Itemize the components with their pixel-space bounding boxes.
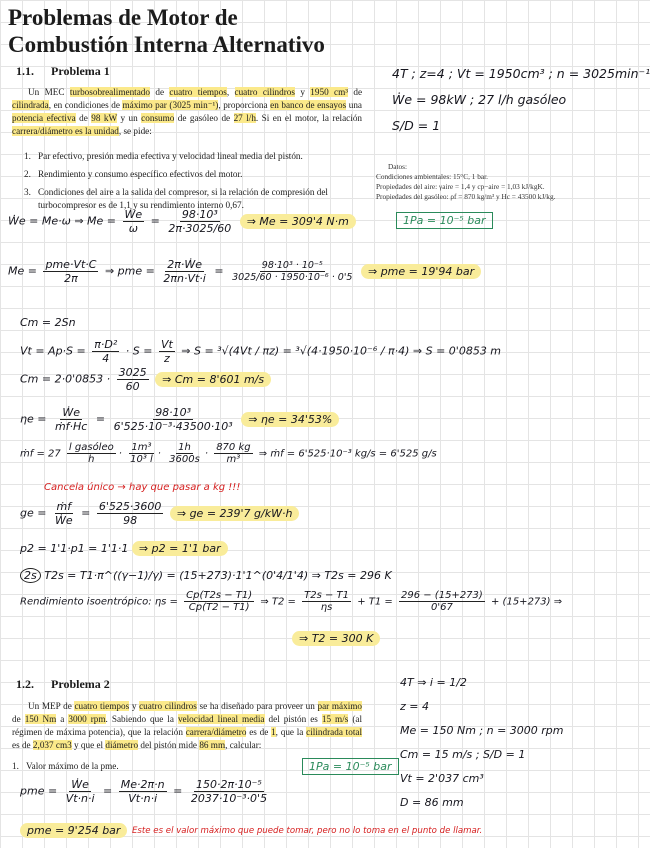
- text-run: y: [129, 701, 140, 711]
- list-text: Rendimiento y consumo específico efectivos del motor.: [38, 169, 243, 179]
- work-line-pme-max: [20, 778, 272, 805]
- expr: =: [103, 784, 113, 798]
- work-line-pme-result: [20, 824, 127, 837]
- data-line: Propiedades del aire: γaire = 1,4 y cp−aire = 1,03 kJ/kgK.: [376, 182, 545, 191]
- denominator: Vt·n·i: [65, 792, 95, 805]
- expr: pme =: [20, 784, 58, 798]
- highlight-run: potencia efectiva: [12, 113, 76, 123]
- text-run: del pistón es: [264, 714, 322, 724]
- side-note: Me = 150 Nm ; n = 3000 rpm: [400, 724, 564, 737]
- text-run: de: [348, 87, 363, 97]
- list-text: Valor máximo de la pme.: [26, 761, 119, 771]
- side-note: Vt = 2'037 cm³: [400, 772, 484, 785]
- highlight-run: velocidad lineal media: [177, 714, 265, 724]
- fraction: [128, 442, 155, 465]
- highlight-run: carrera/diámetro: [185, 727, 247, 737]
- numerator: 296 − (15+273): [400, 590, 483, 601]
- list-text: Condiciones del aire a la salida del compresor, si la relación de compresión del turbocompresor es de 1,1 y su rendimiento interno 0,67.: [38, 187, 328, 210]
- list-number: 3.: [24, 187, 31, 197]
- text-run: , calcular:: [225, 740, 262, 750]
- text-run: , que la: [275, 727, 307, 737]
- numerator: ṁf: [56, 500, 72, 513]
- numerator: 2π·Ẇe: [167, 258, 202, 271]
- text-run: y un: [117, 113, 142, 123]
- side-note: Ẇe = 98kW ; 27 l/h gasóleo: [392, 92, 567, 107]
- result-highlight: pme = 9'254 bar: [20, 823, 127, 838]
- result-highlight: ⇒ Cm = 8'601 m/s: [155, 372, 271, 387]
- denominator: 2π·3025/60: [168, 222, 232, 235]
- numerator: 870 kg: [216, 442, 251, 453]
- list-item: [12, 760, 312, 773]
- expr: T2s = T1·π^((γ−1)/γ) = (15+273)·1'1^(0'4/1'4): [44, 569, 309, 582]
- problem1-heading: [16, 64, 110, 79]
- numerator: l gasóleo: [68, 442, 114, 453]
- highlight-run: en banco de ensayos: [270, 100, 347, 110]
- unit-conversion-box: 1Pa = 10⁻⁵ bar: [396, 212, 493, 229]
- fraction: [189, 778, 269, 805]
- text-run: a: [56, 714, 69, 724]
- numerator: Ẇe: [124, 208, 143, 221]
- numerator: Vt: [160, 338, 173, 351]
- text-run: de: [12, 714, 25, 724]
- text-run: . Si en el motor, la relación: [255, 113, 363, 123]
- highlight-run: 2,037 cm3: [32, 740, 72, 750]
- unit-conversion-box: 1Pa = 10⁻⁵ bar: [302, 758, 399, 775]
- fraction: [117, 366, 149, 393]
- side-note: D = 86 mm: [400, 796, 464, 809]
- fraction: [43, 258, 98, 285]
- expr: Vt = Ap·S =: [20, 344, 86, 358]
- denominator: z: [163, 352, 170, 365]
- side-note: 4T ⇒ i = 1/2: [400, 676, 467, 689]
- expr: Me =: [8, 264, 37, 278]
- numerator: 98·10³: [181, 208, 218, 221]
- denominator: h: [88, 454, 95, 465]
- data-line: Condiciones ambientales: 15°C, 1 bar.: [376, 172, 488, 181]
- result-highlight: ⇒ T2 = 300 K: [292, 631, 380, 646]
- numerator: T2s − T1: [304, 590, 350, 601]
- fraction: [92, 338, 119, 365]
- red-annotation: Cancela único → hay que pasar a kg !!!: [44, 482, 241, 493]
- problem2-heading-number: 1.2.: [16, 677, 34, 691]
- fraction: [399, 590, 485, 613]
- problem2-heading: [16, 677, 110, 692]
- work-line-t2s: [20, 568, 392, 583]
- text-run: y que el: [71, 740, 106, 750]
- highlight-run: cuatro cilindros: [139, 701, 197, 711]
- expr: ṁf = 27: [20, 448, 61, 460]
- expr: ⇒ T2 =: [260, 596, 296, 608]
- text-run: , en condiciones de: [48, 100, 123, 110]
- expr: + (15+273) ⇒: [491, 596, 563, 608]
- fraction: [167, 442, 202, 465]
- problem2-heading-text: Problema 2: [51, 677, 110, 691]
- expr: p2 = 1'1·p1 = 1'1·1: [20, 542, 129, 555]
- highlight-run: 150 Nm: [24, 714, 57, 724]
- highlight-run: consumo: [141, 113, 175, 123]
- result: ⇒ S = 0'0853 m: [412, 344, 502, 358]
- highlight-run: máximo par (3025 min⁻¹): [122, 100, 219, 110]
- denominator: Cp(T2 − T1): [188, 602, 250, 613]
- fraction: [161, 258, 207, 285]
- highlight-run: 27 l/h: [233, 113, 256, 123]
- problem2-question-list: [12, 760, 312, 773]
- work-line-pme: [8, 258, 481, 285]
- result-highlight: ⇒ ge = 239'7 g/kW·h: [170, 506, 300, 521]
- text-run: del pistón mide: [138, 740, 200, 750]
- fraction: [302, 590, 351, 613]
- denominator: 98: [123, 514, 138, 527]
- numerator: 1h: [178, 442, 191, 453]
- highlight-run: 15 m/s: [321, 714, 349, 724]
- result: ⇒ ṁf = 6'525·10⁻³ kg/s = 6'525 g/s: [258, 448, 437, 460]
- numerator: 3025: [118, 366, 147, 379]
- list-item: [24, 168, 364, 181]
- numerator: Me·2π·n: [120, 778, 165, 791]
- denominator: 2037·10⁻³·0'5: [190, 792, 268, 805]
- side-note: S/D = 1: [392, 118, 441, 133]
- work-line-specific-consumption: [20, 500, 299, 527]
- result: ⇒ T2s = 296 K: [311, 569, 392, 582]
- work-line-t2-result: [292, 632, 380, 645]
- numerator: π·D²: [94, 338, 118, 351]
- fraction: [230, 260, 354, 283]
- fraction: [214, 442, 252, 465]
- numerator: Ẇe: [62, 406, 80, 419]
- side-note: Cm = 15 m/s ; S/D = 1: [400, 748, 526, 761]
- text-run: se ha diseñado para proveer un: [196, 701, 318, 711]
- highlight-run: carrera/diámetro es la unidad: [12, 126, 119, 136]
- result-highlight: ⇒ ηe = 34'53%: [241, 412, 339, 427]
- expr: ⇒ pme =: [104, 264, 155, 278]
- highlight-run: cuatro tiempos: [169, 87, 227, 97]
- expr: =: [150, 214, 160, 228]
- text-run: es de: [246, 727, 272, 737]
- title-line-1: Problemas de Motor de: [8, 5, 238, 30]
- title-line-2: Combustión Interna Alternativo: [8, 32, 325, 57]
- data-line: Propiedades del gasóleo: ρf = 870 kg/m³ y Hc = 43500 kJ/kg.: [376, 192, 556, 201]
- problem1-heading-number: 1.1.: [16, 64, 34, 78]
- fraction: [119, 778, 167, 805]
- problem1-statement: [12, 86, 362, 138]
- text-run: (al régimen de máxima potencia), que la relación: [12, 714, 363, 737]
- denominator: 2πn·Vt·i: [163, 272, 206, 285]
- problem2-statement: [12, 700, 362, 752]
- denominator: ω: [128, 222, 138, 235]
- result-highlight: ⇒ p2 = 1'1 bar: [132, 541, 228, 556]
- expr: ⇒ S =: [181, 344, 214, 358]
- list-text: Par efectivo, presión media efectiva y velocidad lineal media del pistón.: [38, 151, 303, 161]
- fraction: [123, 208, 145, 235]
- fraction: [159, 338, 175, 365]
- denominator: 2π: [64, 272, 78, 285]
- denominator: 0'67: [430, 602, 453, 613]
- list-item: [24, 150, 364, 163]
- work-line-efficiency: [20, 406, 339, 433]
- red-annotation: Este es el valor máximo que puede tomar, pero no lo toma en el punto de llamar.: [132, 826, 483, 836]
- highlight-run: 1950 cm³: [310, 87, 349, 97]
- text-run: y: [294, 87, 311, 97]
- numerator: pme·Vt·C: [45, 258, 97, 271]
- expr: =: [214, 264, 224, 278]
- fraction: [53, 500, 75, 527]
- highlight-run: cilindrada total: [306, 727, 363, 737]
- highlight-run: 86 mm: [199, 740, 226, 750]
- numerator: Ẇe: [71, 778, 89, 791]
- document-title: [8, 4, 325, 58]
- work-line-cm-formula: Cm = 2Sn: [20, 316, 76, 329]
- highlight-run: 98 kW: [91, 113, 117, 123]
- highlight-run: 3000 rpm: [68, 714, 106, 724]
- work-line-cm-value: [20, 366, 271, 393]
- numerator: 1m³: [131, 442, 152, 453]
- highlight-run: cuatro cilindros: [234, 87, 295, 97]
- numerator: 98·10³: [155, 406, 192, 419]
- expr: Ẇe = Me·ω ⇒ Me =: [8, 214, 117, 228]
- work-line-torque: [8, 208, 356, 235]
- text-run: de: [75, 113, 92, 123]
- text-run: , proporciona: [218, 100, 271, 110]
- list-number: 1.: [24, 151, 31, 161]
- text-run: ,: [226, 87, 235, 97]
- denominator: ṁf·Hc: [54, 420, 88, 433]
- denominator: 10³ l: [130, 454, 153, 465]
- result-highlight: ⇒ pme = 19'94 bar: [361, 264, 481, 279]
- highlight-run: cuatro tiempos: [74, 701, 130, 711]
- problem1-data-block: [376, 162, 596, 202]
- expr: =: [173, 784, 183, 798]
- denominator: Ẇe: [54, 514, 73, 527]
- numerator: 98·10³ · 10⁻⁵: [261, 260, 323, 271]
- fraction: [166, 208, 233, 235]
- expr: ηe =: [20, 412, 47, 426]
- text-run: es de: [12, 740, 33, 750]
- circled-label: 2s: [20, 568, 41, 583]
- highlight-run: turbosobrealimentado: [69, 87, 150, 97]
- denominator: m³: [226, 454, 241, 465]
- list-number: 2.: [24, 169, 31, 179]
- problem1-heading-text: Problema 1: [51, 64, 110, 78]
- numerator: Cp(T2s − T1): [186, 590, 253, 601]
- text-run: . Sabiendo que la: [105, 714, 178, 724]
- text-run: de gasóleo de: [174, 113, 234, 123]
- text-run: de: [150, 87, 170, 97]
- expr: Cm = 2·0'0853 ·: [20, 372, 111, 386]
- numerator: 6'525·3600: [98, 500, 162, 513]
- work-line-stroke: [20, 338, 501, 365]
- fraction: [67, 442, 116, 465]
- text-run: una: [346, 100, 363, 110]
- denominator: 3025/60 · 1950·10⁻⁶ · 0'5: [232, 272, 353, 283]
- work-line-isentropic: [20, 590, 562, 613]
- denominator: 3600s: [169, 454, 200, 465]
- text-run: Un MEC: [28, 87, 70, 97]
- denominator: 6'525·10⁻³·43500·10³: [113, 420, 233, 433]
- data-line: Datos:: [388, 162, 408, 171]
- list-number: 1.: [12, 761, 19, 771]
- fraction: [97, 500, 164, 527]
- denominator: ηs: [320, 602, 333, 613]
- denominator: Vt·n·i: [128, 792, 158, 805]
- side-note: 4T ; z=4 ; Vt = 1950cm³ ; n = 3025min⁻¹: [392, 66, 650, 81]
- expr: · S =: [125, 344, 153, 358]
- highlight-run: cilindrada: [12, 100, 49, 110]
- expr: + T1 =: [357, 596, 393, 608]
- root-expression: ³√(4Vt / πz) = ³√(4·1950·10⁻⁶ / π·4): [217, 344, 410, 358]
- highlight-run: 1: [271, 727, 276, 737]
- expr: Rendimiento isoentrópico: ηs =: [20, 596, 178, 608]
- denominator: 60: [125, 380, 140, 393]
- text-run: , se pide:: [118, 126, 152, 136]
- fraction: [112, 406, 235, 433]
- fraction: [53, 406, 89, 433]
- numerator: 150·2π·10⁻⁵: [196, 778, 262, 791]
- fraction: [64, 778, 97, 805]
- work-line-p2: [20, 542, 228, 555]
- highlight-run: diámetro: [105, 740, 139, 750]
- expr: =: [95, 412, 106, 426]
- denominator: 4: [102, 352, 110, 365]
- expr: =: [81, 506, 91, 520]
- highlight-run: par máximo: [317, 701, 363, 711]
- side-note: z = 4: [400, 700, 429, 713]
- fraction: [184, 590, 254, 613]
- work-line-fuel-flow: ṁf = 27 $\frac{\text{l gasóleo}}{h}$ · $\frac{\text{1m³}}{\text{10³ l}}$ · $\frac{1h}{3600s}$ · $\frac{870 kg}{\text{m³}}$ ⇒ ṁf = 6'525·10⁻³ kg/s = 6'525 g/s: [20, 442, 437, 465]
- problem1-question-list: [24, 150, 364, 212]
- expr: ge =: [20, 506, 47, 520]
- result-highlight: ⇒ Me = 309'4 N·m: [240, 214, 356, 229]
- text-run: Un MEP de: [28, 701, 75, 711]
